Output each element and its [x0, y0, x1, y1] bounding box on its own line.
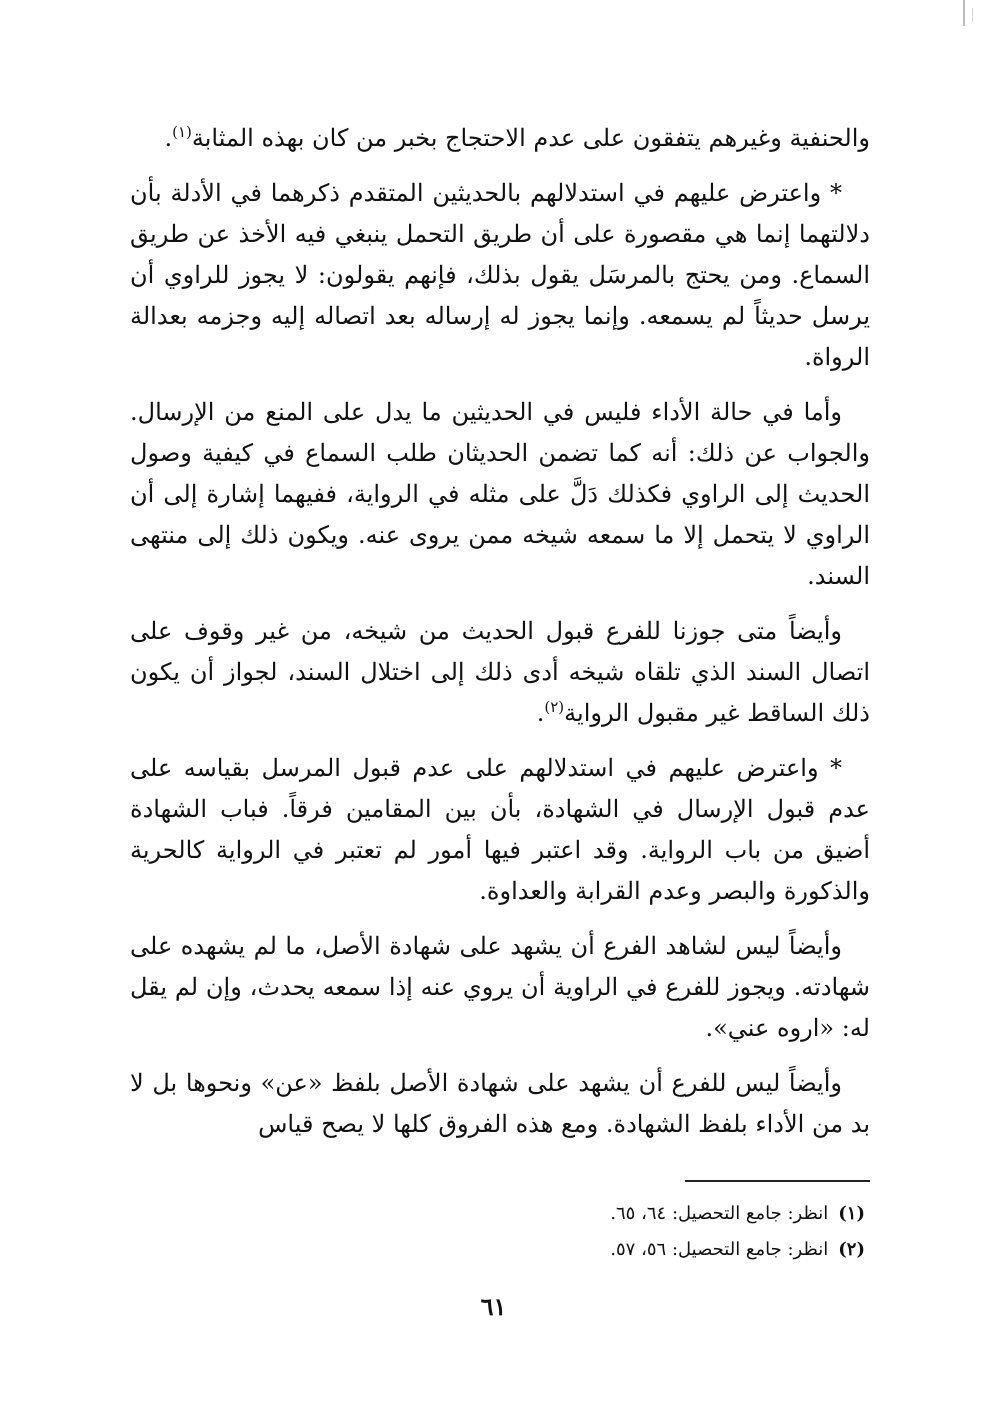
paragraph-1-suffix: .	[164, 124, 173, 152]
paragraph-2	[130, 173, 870, 378]
paragraph-1-text: والحنفية وغيرهم يتفقون على عدم الاحتجاج بخبر من كان بهذه المثابة	[191, 124, 870, 152]
paragraph-4	[130, 611, 870, 734]
body-text	[130, 118, 870, 1159]
paragraph-7	[130, 1063, 870, 1145]
footnote-1-text: انظر: جامع التحصيل: ٦٤، ٦٥.	[610, 1203, 829, 1224]
page-number: ٦١	[480, 1292, 507, 1321]
footnote-ref-1[interactable]: (١)	[172, 123, 192, 141]
scan-edge-mark	[963, 0, 965, 26]
paragraph-4-text: وأيضاً متى جوزنا للفرع قبول الحديث من شيخه، من غير وقوف على اتصال السند الذي تلقاه شيخه أدى ذلك إلى اختلال السند، لجواز أن يكون ذلك الساقط غير مقبول الرواية	[130, 617, 870, 727]
footnote-2-text: انظر: جامع التحصيل: ٥٦، ٥٧.	[610, 1239, 829, 1260]
footnotes	[365, 1196, 865, 1268]
scan-edge-mark-secondary	[972, 8, 973, 22]
paragraph-1	[130, 118, 870, 159]
footnote-1-number: (١)	[838, 1203, 865, 1224]
paragraph-3-text: وأما في حالة الأداء فليس في الحديثين ما يدل على المنع من الإرسال. والجواب عن ذلك: أنه كما تضمن الحديثان طلب السماع في كيفية وصول الحديث إلى الراوي فكذلك دَلَّ على مثله في الرواية، ففيهما إشارة إلى أن الراوي لا يتحمل إلا ما سمعه شيخه ممن يروى عنه. ويكون ذلك إلى منتهى السند.	[130, 398, 870, 590]
footnote-ref-2[interactable]: (٢)	[544, 698, 565, 716]
paragraph-4-suffix: .	[536, 699, 545, 727]
paragraph-6	[130, 926, 870, 1049]
paragraph-6-text: وأيضاً ليس لشاهد الفرع أن يشهد على شهادة الأصل، ما لم يشهده على شهادته. ويجوز للفرع في الراوية أن يروي عنه إذا سمعه يحدث، وإن لم يقل له: «اروه عني».	[130, 932, 870, 1042]
footnote-2-number: (٢)	[838, 1239, 865, 1260]
paragraph-2-text: * واعترض عليهم في استدلالهم بالحديثين المتقدم ذكرهما في الأدلة بأن دلالتهما إنما هي مقصورة على أن طريق التحمل ينبغي فيه الأخذ عن طريق السماع. ومن يحتج بالمرسَل يقول بذلك، فإنهم يقولون: لا يجوز للراوي أن يرسل حديثاً لم يسمعه. وإنما يجوز له إرساله بعد اتصاله إليه وجزمه بعدالة الرواة.	[130, 179, 870, 371]
paragraph-5	[130, 748, 870, 912]
paragraph-3	[130, 392, 870, 597]
paragraph-5-text: * واعترض عليهم في استدلالهم على عدم قبول المرسل بقياسه على عدم قبول الإرسال في الشهادة، بأن بين المقامين فرقاً. فباب الشهادة أضيق من باب الرواية. وقد اعتبر فيها أمور لم تعتبر في الرواية كالحرية والذكورة والبصر وعدم القرابة والعداوة.	[130, 754, 870, 905]
paragraph-7-text: وأيضاً ليس للفرع أن يشهد على شهادة الأصل بلفظ «عن» ونحوها بل لا بد من الأداء بلفظ الشهادة. ومع هذه الفروق كلها لا يصح قياس	[130, 1069, 870, 1138]
footnote-separator	[685, 1180, 870, 1182]
footnote-1	[365, 1196, 865, 1232]
footnote-2	[365, 1232, 865, 1268]
